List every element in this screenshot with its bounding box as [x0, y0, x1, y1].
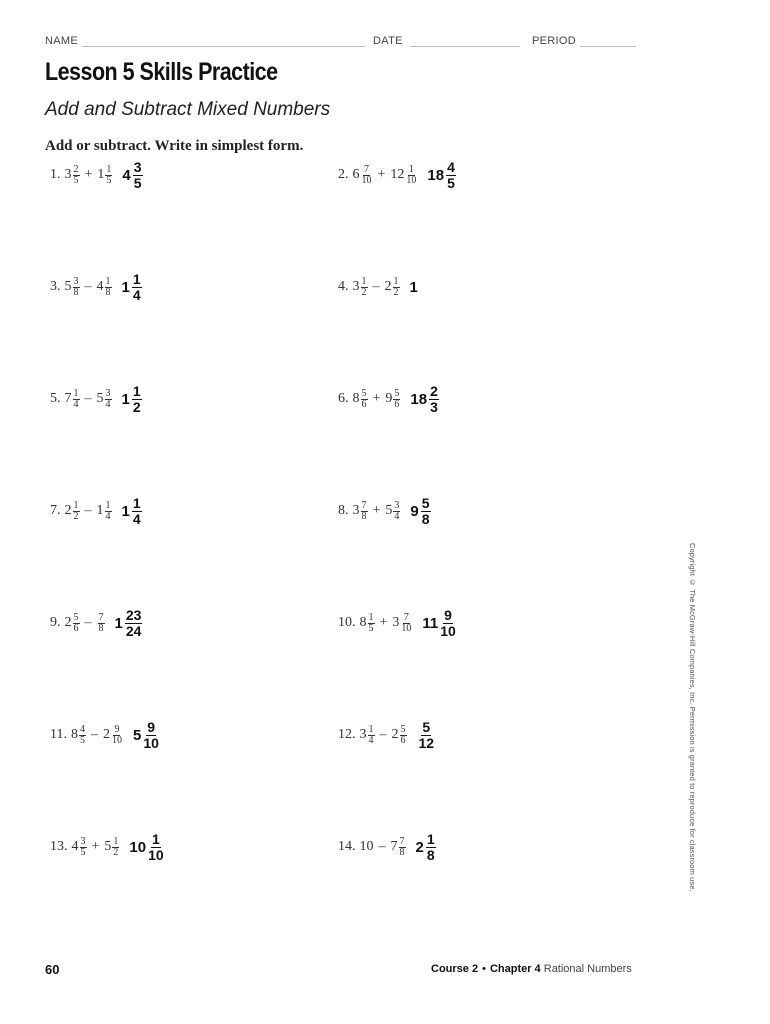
problem-expression	[50, 277, 112, 298]
whole-part: 5	[96, 391, 104, 406]
whole-part: 10	[359, 839, 374, 854]
answer-denominator: 2	[132, 398, 141, 415]
numerator: 1	[368, 611, 374, 623]
whole-part: 8	[359, 615, 367, 630]
mixed-number	[97, 277, 112, 298]
whole-part: 3	[392, 615, 400, 630]
fraction	[393, 277, 400, 298]
answer	[129, 832, 163, 863]
whole-part: 5	[64, 279, 72, 294]
whole-part: 1	[97, 167, 105, 182]
answer-numerator: 23	[125, 606, 142, 623]
whole-part: 6	[352, 167, 360, 182]
answer	[410, 279, 418, 296]
fraction	[368, 725, 375, 746]
problem-expression	[50, 613, 105, 634]
denominator: 4	[105, 510, 111, 522]
fraction	[400, 613, 412, 634]
problem-number: 2.	[338, 167, 349, 182]
mixed-number	[97, 613, 105, 634]
fraction	[105, 165, 112, 186]
problem-expression	[50, 837, 119, 858]
operator: +	[84, 167, 93, 182]
operator: –	[378, 839, 386, 854]
denominator: 8	[361, 510, 367, 522]
problem-13	[50, 825, 164, 869]
answer-whole: 18	[427, 166, 445, 184]
footer-course: Course 2	[431, 963, 479, 975]
whole-part: 4	[71, 839, 79, 854]
fraction	[73, 277, 80, 298]
whole-part: 3	[359, 727, 367, 742]
answer-fraction	[421, 496, 431, 527]
problem-6	[338, 377, 439, 421]
mixed-number	[65, 501, 80, 522]
denominator: 5	[80, 846, 86, 858]
numerator: 5	[400, 723, 406, 735]
numerator: 1	[105, 275, 111, 287]
answer-fraction	[148, 832, 164, 863]
mixed-number	[385, 501, 400, 522]
operator: +	[372, 503, 381, 518]
numerator: 9	[114, 723, 120, 735]
answer-numerator: 1	[151, 830, 160, 847]
whole-part: 2	[391, 727, 399, 742]
answer-numerator: 1	[426, 830, 435, 847]
numerator: 7	[403, 611, 409, 623]
whole-part: 2	[64, 615, 72, 630]
numerator: 1	[361, 275, 367, 287]
operator: +	[372, 391, 381, 406]
answer-numerator: 4	[447, 158, 455, 175]
mixed-number	[392, 725, 407, 746]
denominator: 6	[361, 398, 367, 410]
denominator: 10	[361, 174, 372, 186]
mixed-number	[97, 165, 112, 186]
whole-part: 3	[352, 503, 360, 518]
fraction	[393, 501, 400, 522]
fraction	[405, 165, 417, 186]
mixed-number	[71, 725, 86, 746]
problem-number: 6.	[338, 391, 349, 406]
problem-2	[338, 153, 456, 197]
problem-number: 10.	[338, 615, 356, 630]
period-line	[580, 46, 636, 47]
mixed-number	[390, 165, 417, 186]
instructions: Add or subtract. Write in simplest form.	[45, 138, 304, 154]
answer-whole: 1	[121, 502, 130, 520]
answer-fraction	[143, 720, 159, 751]
mixed-number	[97, 501, 112, 522]
problem-9	[50, 601, 142, 645]
problem-expression	[50, 389, 112, 410]
numerator: 5	[361, 387, 367, 399]
problem-number: 11.	[50, 727, 67, 742]
operator: –	[84, 503, 92, 518]
fraction	[98, 613, 105, 634]
problem-number: 12.	[338, 727, 356, 742]
answer-fraction	[429, 384, 439, 415]
answer-denominator: 10	[148, 846, 164, 863]
answer-fraction	[419, 720, 435, 751]
whole-part: 3	[64, 167, 72, 182]
answer	[122, 160, 142, 191]
numerator: 7	[364, 163, 369, 175]
denominator: 8	[105, 286, 111, 298]
problem-expression	[338, 277, 400, 298]
answer-denominator: 10	[143, 734, 159, 751]
answer-numerator: 2	[430, 382, 438, 399]
operator: –	[379, 727, 387, 742]
fraction	[361, 165, 373, 186]
answer-whole: 4	[122, 166, 131, 184]
answer-fraction	[446, 160, 456, 191]
fraction	[112, 837, 119, 858]
answer-whole: 2	[415, 838, 424, 856]
answer	[417, 720, 435, 751]
denominator: 4	[394, 510, 400, 522]
numerator: 1	[393, 275, 399, 287]
answer-numerator: 5	[422, 718, 431, 735]
answer-numerator: 1	[132, 382, 141, 399]
answer-denominator: 5	[447, 174, 455, 191]
page-title: Lesson 5 Skills Practice	[45, 58, 278, 86]
numerator: 3	[105, 387, 111, 399]
problem-number: 9.	[50, 615, 61, 630]
answer-denominator: 3	[430, 398, 438, 415]
whole-part: 9	[385, 391, 393, 406]
denominator: 6	[73, 622, 79, 634]
denominator: 5	[73, 174, 79, 186]
fraction	[361, 501, 368, 522]
mixed-number	[65, 613, 80, 634]
problem-11	[50, 713, 159, 757]
denominator: 2	[113, 846, 119, 858]
mixed-number	[353, 389, 368, 410]
answer	[133, 720, 159, 751]
problem-expression	[338, 165, 417, 186]
answer-whole: 1	[121, 390, 130, 408]
answer	[427, 160, 455, 191]
answer-denominator: 12	[418, 734, 435, 751]
problem-expression	[50, 165, 112, 186]
problem-4	[338, 265, 418, 309]
problem-number: 4.	[338, 279, 349, 294]
answer-numerator: 9	[444, 606, 452, 623]
numerator: 1	[368, 723, 374, 735]
problem-10	[338, 601, 456, 645]
answer-numerator: 1	[132, 270, 141, 287]
problem-number: 13.	[50, 839, 68, 854]
answer-whole: 18	[410, 390, 428, 408]
operator: –	[90, 727, 98, 742]
problem-expression	[338, 725, 407, 746]
denominator: 10	[401, 622, 412, 634]
numerator: 1	[105, 499, 111, 511]
fraction	[400, 725, 407, 746]
mixed-number	[353, 165, 373, 186]
numerator: 7	[399, 835, 405, 847]
page-subtitle: Add and Subtract Mixed Numbers	[45, 99, 331, 120]
fraction	[368, 613, 375, 634]
copyright-notice: Copyright © The McGraw-Hill Companies, Inc. Permission is granted to reproduce for classroom use.	[688, 543, 697, 892]
operator: –	[84, 615, 92, 630]
problem-expression	[338, 501, 400, 522]
problem-number: 7.	[50, 503, 61, 518]
problem-number: 14.	[338, 839, 356, 854]
numerator: 1	[73, 387, 79, 399]
denominator: 8	[399, 846, 405, 858]
whole-part: 12	[390, 167, 405, 182]
answer-fraction	[440, 608, 456, 639]
answer	[410, 384, 438, 415]
answer	[416, 832, 436, 863]
mixed-number	[72, 837, 87, 858]
whole-part: 3	[352, 279, 360, 294]
answer-fraction	[125, 608, 143, 639]
answer-denominator: 8	[426, 846, 435, 863]
mixed-number	[103, 725, 123, 746]
numerator: 7	[361, 499, 367, 511]
mixed-number	[353, 277, 368, 298]
answer-whole: 9	[410, 502, 419, 520]
answer-denominator: 8	[421, 510, 430, 527]
fraction	[73, 389, 80, 410]
answer-whole: 5	[132, 726, 142, 744]
denominator: 6	[394, 398, 400, 410]
denominator: 2	[361, 286, 367, 298]
fraction	[399, 837, 406, 858]
problem-number: 8.	[338, 503, 349, 518]
denominator: 4	[73, 398, 79, 410]
answer-fraction	[132, 272, 142, 303]
mixed-number	[65, 277, 80, 298]
answer	[122, 384, 142, 415]
numerator: 1	[106, 163, 112, 175]
answer-whole: 1	[114, 614, 123, 632]
numerator: 3	[80, 835, 86, 847]
whole-part: 8	[352, 391, 360, 406]
mixed-number	[65, 165, 80, 186]
problem-8	[338, 489, 431, 533]
whole-part: 7	[64, 391, 72, 406]
name-label: NAME	[45, 35, 78, 47]
answer-whole: 11	[422, 614, 439, 632]
denominator: 5	[106, 174, 112, 186]
problem-expression	[50, 501, 112, 522]
answer-whole: 10	[129, 838, 147, 856]
problem-expression	[50, 725, 123, 746]
operator: +	[377, 167, 386, 182]
whole-part: 5	[385, 503, 393, 518]
numerator: 7	[98, 611, 104, 623]
mixed-number	[353, 501, 368, 522]
whole-part: 1	[96, 503, 104, 518]
whole-part: 8	[70, 727, 78, 742]
denominator: 8	[98, 622, 104, 634]
mixed-number	[360, 725, 375, 746]
answer-fraction	[132, 384, 142, 415]
denominator: 5	[79, 734, 85, 746]
fraction	[361, 277, 368, 298]
operator: –	[84, 391, 92, 406]
whole-part: 4	[96, 279, 104, 294]
answer-denominator: 10	[440, 622, 456, 639]
footer-separator: •	[482, 963, 486, 975]
problem-12	[338, 713, 434, 757]
mixed-number	[385, 389, 400, 410]
problem-7	[50, 489, 142, 533]
problem-number: 1.	[50, 167, 61, 182]
mixed-number	[65, 389, 80, 410]
operator: +	[379, 615, 388, 630]
problem-expression	[338, 389, 400, 410]
problem-14	[338, 825, 436, 869]
mixed-number	[360, 613, 375, 634]
period-label: PERIOD	[532, 35, 576, 47]
fraction	[73, 165, 80, 186]
denominator: 8	[73, 286, 79, 298]
answer	[122, 496, 142, 527]
answer-numerator: 3	[133, 158, 142, 175]
operator: +	[91, 839, 100, 854]
numerator: 4	[79, 723, 85, 735]
mixed-number	[392, 613, 412, 634]
name-line	[82, 46, 365, 47]
answer-denominator: 4	[132, 510, 141, 527]
problem-expression	[338, 613, 412, 634]
answer	[422, 608, 455, 639]
answer-whole: 1	[409, 278, 418, 296]
whole-part: 2	[384, 279, 392, 294]
whole-part: 2	[64, 503, 72, 518]
numerator: 3	[73, 275, 79, 287]
fraction	[105, 389, 112, 410]
date-line	[410, 46, 520, 47]
answer-numerator: 5	[421, 494, 430, 511]
date-label: DATE	[373, 35, 403, 47]
problem-expression	[338, 837, 406, 858]
fraction	[393, 389, 400, 410]
numerator: 1	[113, 835, 119, 847]
denominator: 10	[406, 174, 417, 186]
answer-whole: 1	[121, 278, 130, 296]
fraction	[111, 725, 123, 746]
answer-fraction	[426, 832, 436, 863]
answer	[122, 272, 142, 303]
answer-numerator: 9	[147, 718, 156, 735]
problem-1	[50, 153, 143, 197]
footer-chapter-title: Rational Numbers	[543, 963, 632, 975]
mixed-number	[385, 277, 400, 298]
fraction	[105, 277, 112, 298]
fraction	[361, 389, 368, 410]
problem-3	[50, 265, 142, 309]
denominator: 4	[368, 734, 374, 746]
whole-part: 2	[102, 727, 110, 742]
answer	[115, 608, 143, 639]
denominator: 4	[105, 398, 111, 410]
whole-part: 7	[390, 839, 398, 854]
denominator: 2	[73, 510, 79, 522]
mixed-number	[391, 837, 406, 858]
problem-number: 5.	[50, 391, 61, 406]
mixed-number	[104, 837, 119, 858]
answer-fraction	[133, 160, 143, 191]
answer-denominator: 24	[125, 622, 142, 639]
problem-5	[50, 377, 142, 421]
numerator: 1	[408, 163, 414, 175]
fraction	[73, 501, 80, 522]
whole-part: 5	[104, 839, 112, 854]
fraction	[73, 613, 80, 634]
denominator: 5	[368, 622, 374, 634]
fraction	[79, 725, 86, 746]
denominator: 10	[111, 734, 122, 746]
operator: –	[84, 279, 92, 294]
numerator: 1	[73, 499, 79, 511]
answer-fraction	[132, 496, 142, 527]
fraction	[105, 501, 112, 522]
page-number: 60	[45, 962, 60, 977]
problem-number: 3.	[50, 279, 61, 294]
mixed-number	[97, 389, 112, 410]
answer-denominator: 5	[133, 174, 142, 191]
answer	[410, 496, 430, 527]
footer-course-info	[431, 963, 632, 975]
numerator: 2	[73, 163, 79, 175]
denominator: 2	[393, 286, 399, 298]
numerator: 3	[394, 499, 400, 511]
numerator: 5	[394, 387, 400, 399]
operator: –	[372, 279, 380, 294]
answer-denominator: 4	[132, 286, 141, 303]
denominator: 6	[400, 734, 406, 746]
fraction	[80, 837, 87, 858]
footer-chapter: Chapter 4	[489, 963, 541, 975]
mixed-number	[360, 839, 374, 855]
numerator: 5	[73, 611, 79, 623]
answer-numerator: 1	[132, 494, 141, 511]
